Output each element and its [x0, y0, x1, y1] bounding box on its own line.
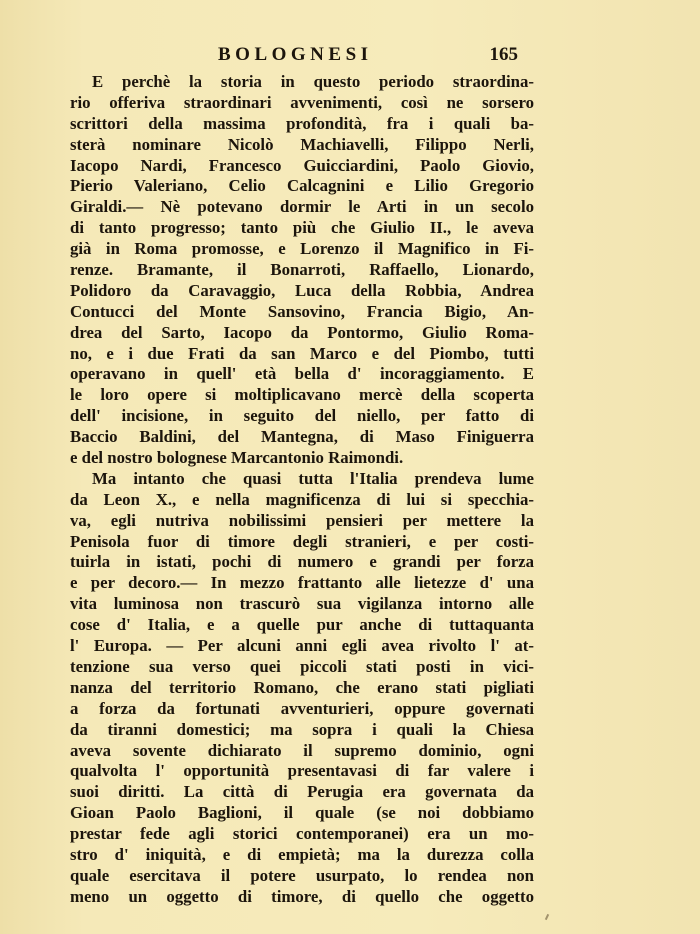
text-line: le loro opere si moltiplicavano mercè della scoperta: [70, 385, 534, 405]
text-line: tenzione sua verso quei piccoli stati posti in vici-: [70, 656, 534, 676]
text-line: quale esercitava il potere usurpato, lo rendea non: [70, 865, 534, 885]
text-line: aveva sovente dichiarato il supremo dominio, ogni: [70, 740, 534, 760]
text-line: vita luminosa non trascurò sua vigilanza intorno alle: [70, 594, 534, 614]
text-line: va, egli nutriva nobilissimi pensieri per mettere la: [70, 510, 534, 530]
text-line: Penisola fuor di timore degli stranieri, e per costi-: [70, 531, 534, 551]
text-line: meno un oggetto di timore, di quello che oggetto: [70, 886, 534, 906]
text-line: Baccio Baldini, del Mantegna, di Maso Finiguerra: [70, 427, 534, 447]
text-line: e del nostro bolognese Marcantonio Raimondi.: [70, 448, 404, 468]
running-header: [70, 44, 518, 70]
body-text: [70, 72, 534, 908]
text-line: operavano in quell' età bella d' incoraggiamento. E: [70, 364, 534, 384]
text-line: qualvolta l' opportunità presentavasi di far valere i: [70, 761, 534, 781]
text-line: di tanto progresso; tanto più che Giulio II., le aveva: [70, 218, 534, 238]
text-line: e per decoro.— In mezzo frattanto alle lietezze d' una: [70, 573, 534, 593]
text-line: Polidoro da Caravaggio, Luca della Robbia, Andrea: [70, 280, 534, 300]
text-line: da tiranni domestici; ma sopra i quali la Chiesa: [70, 719, 534, 739]
text-line: Ma intanto che quasi tutta l'Italia prendeva lume: [92, 468, 534, 488]
text-line: drea del Sarto, Iacopo da Pontormo, Giulio Roma-: [70, 322, 534, 342]
text-line: renze. Bramante, il Bonarroti, Raffaello, Lionardo,: [70, 260, 534, 280]
text-line: cose d' Italia, e a quelle pur anche di tuttaquanta: [70, 615, 534, 635]
text-line: prestar fede agli storici contemporanei) era un mo-: [70, 824, 534, 844]
text-line: già in Roma promosse, e Lorenzo il Magnifico in Fi-: [70, 239, 534, 259]
text-line: rio offeriva straordinari avvenimenti, così ne sorsero: [70, 92, 534, 112]
page-number: 165: [489, 44, 518, 65]
text-line: tuirla in istati, pochi di numero e grandi per forza: [70, 552, 534, 572]
text-line: scrittori della massima profondità, fra i quali ba-: [70, 113, 534, 133]
text-line: dell' incisione, in seguito del niello, per fatto di: [70, 406, 534, 426]
text-line: sterà nominare Nicolò Machiavelli, Filippo Nerli,: [70, 134, 534, 154]
text-line: no, e i due Frati da san Marco e del Piombo, tutti: [70, 343, 534, 363]
text-line: suoi diritti. La città di Perugia era governata da: [70, 782, 534, 802]
text-line: stro d' iniquità, e di empietà; ma la durezza colla: [70, 844, 534, 864]
text-line: Iacopo Nardi, Francesco Guicciardini, Paolo Giovio,: [70, 155, 534, 175]
text-line: l' Europa. — Per alcuni anni egli avea rivolto l' at-: [70, 636, 534, 656]
text-line: Gioan Paolo Baglioni, il quale (se noi dobbiamo: [70, 803, 534, 823]
running-title: BOLOGNESI: [218, 44, 373, 65]
text-line: nanza del territorio Romano, che erano stati pigliati: [70, 677, 534, 697]
text-line: Giraldi.— Nè potevano dormir le Arti in un secolo: [70, 197, 534, 217]
text-line: Contucci del Monte Sansovino, Francia Bigio, An-: [70, 301, 534, 321]
ink-speck: [545, 914, 549, 920]
text-line: a forza da fortunati avventurieri, oppure governati: [70, 698, 534, 718]
text-line: Pierio Valeriano, Celio Calcagnini e Lilio Gregorio: [70, 176, 534, 196]
text-line: da Leon X., e nella magnificenza di lui si specchia-: [70, 489, 534, 509]
text-line: E perchè la storia in questo periodo straordina-: [92, 72, 534, 91]
